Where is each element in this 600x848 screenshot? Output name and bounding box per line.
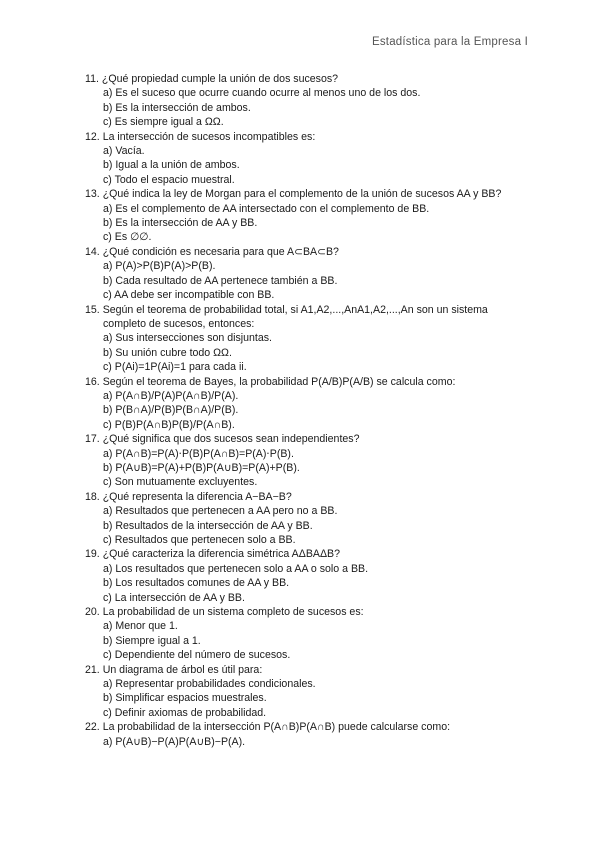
option-c: c) Son mutuamente excluyentes. (103, 476, 258, 489)
option-b: b) Simplificar espacios muestrales. (103, 692, 267, 705)
option-c: c) La intersección de AA y BB. (103, 591, 245, 604)
question-13 (85, 187, 545, 245)
option-b: b) P(B∩A)/P(B)P(B∩A)/P(B). (103, 404, 239, 417)
question-number: 12. (85, 130, 100, 143)
question-list (85, 72, 545, 749)
question-number: 18. (85, 490, 100, 503)
option-c: c) Es siempre igual a ΩΩ. (103, 116, 224, 129)
question-number: 16. (85, 375, 100, 388)
option-a: a) P(A∪B)−P(A)P(A∪B)−P(A). (103, 735, 246, 748)
question-number: 15. (85, 303, 100, 316)
question-text: ¿Qué caracteriza la diferencia simétrica AΔBAΔB? (102, 548, 340, 561)
option-b: b) Igual a la unión de ambos. (103, 159, 240, 172)
question-number: 20. (85, 606, 100, 619)
option-a: a) Representar probabilidades condicionales. (103, 678, 316, 691)
option-c: c) Resultados que pertenecen solo a BB. (103, 534, 296, 546)
option-c: c) Definir axiomas de probabilidad. (103, 706, 267, 719)
option-b: b) Los resultados comunes de AA y BB. (103, 577, 290, 590)
question-text: La probabilidad de la intersección P(A∩B)P(A∩B) puede calcularse como: (102, 721, 451, 734)
question-number: 17. (85, 433, 100, 446)
option-c: c) Todo el espacio muestral. (103, 173, 235, 186)
question-number: 22. (85, 721, 100, 734)
question-text: ¿Qué significa que dos sucesos sean independientes? (102, 433, 360, 446)
question-text: ¿Qué representa la diferencia A−BA−B? (102, 490, 292, 503)
question-text: Según el teorema de probabilidad total, si A1,A2,...,AnA1,A2,...,An son un sistema (102, 303, 488, 316)
question-15 (85, 303, 545, 375)
question-number: 14. (85, 245, 100, 258)
question-text: La probabilidad de un sistema completo de sucesos es: (102, 606, 364, 619)
option-b: b) Es la intersección de AA y BB. (103, 217, 258, 230)
question-21 (85, 663, 545, 721)
question-text: Según el teorema de Bayes, la probabilidad P(A/B)P(A/B) se calcula como: (102, 375, 456, 388)
option-a: a) P(A∩B)/P(A)P(A∩B)/P(A). (103, 389, 239, 402)
question-17 (85, 432, 545, 490)
option-a: a) Sus intersecciones son disjuntas. (103, 332, 272, 345)
question-text: ¿Qué indica la ley de Morgan para el complemento de la unión de sucesos AA y BB? (102, 188, 502, 201)
option-c: c) Dependiente del número de sucesos. (103, 649, 291, 662)
option-a: a) P(A∩B)=P(A)⋅P(B)P(A∩B)=P(A)⋅P(B). (103, 447, 294, 460)
question-number: 21. (85, 663, 100, 676)
question-text-continued: completo de sucesos, entonces: (103, 317, 255, 330)
option-b: b) Su unión cubre todo ΩΩ. (103, 346, 232, 359)
question-number: 19. (85, 548, 100, 561)
option-c: c) P(B)P(A∩B)P(B)/P(A∩B). (103, 418, 235, 431)
option-a: a) Es el suceso que ocurre cuando ocurre al menos uno de los dos. (103, 87, 421, 100)
option-b: b) Es la intersección de ambos. (103, 101, 251, 114)
question-number: 11. (85, 73, 99, 85)
option-c: c) AA debe ser incompatible con BB. (103, 289, 275, 302)
question-11 (85, 72, 545, 130)
question-number: 13. (85, 188, 100, 201)
question-text: La intersección de sucesos incompatibles es: (102, 130, 316, 143)
question-16 (85, 375, 545, 433)
option-b: b) Cada resultado de AA pertenece también a BB. (103, 274, 338, 287)
question-12 (85, 130, 545, 188)
option-b: b) Resultados de la intersección de AA y BB. (103, 519, 313, 532)
page-header-title: Estadística para la Empresa I (371, 36, 528, 48)
option-c: c) Es ∅∅. (103, 231, 152, 244)
question-18 (85, 490, 545, 548)
option-a: a) Vacía. (103, 145, 145, 158)
option-a: a) Resultados que pertenecen a AA pero no a BB. (103, 505, 338, 518)
option-a: a) Es el complemento de AA intersectado con el complemento de BB. (103, 202, 430, 215)
option-b: b) P(A∪B)=P(A)+P(B)P(A∪B)=P(A)+P(B). (103, 461, 300, 474)
option-a: a) Menor que 1. (103, 620, 178, 633)
question-22 (85, 720, 545, 749)
option-b: b) Siempre igual a 1. (103, 634, 201, 647)
option-c: c) P(Ai)=1P(Ai)=1 para cada ii. (103, 361, 247, 374)
option-a: a) P(A)>P(B)P(A)>P(B). (103, 260, 216, 273)
option-a: a) Los resultados que pertenecen solo a AA o solo a BB. (103, 562, 369, 575)
question-text: Un diagrama de árbol es útil para: (102, 663, 263, 676)
question-text: ¿Qué propiedad cumple la unión de dos sucesos? (101, 73, 339, 85)
question-20 (85, 605, 545, 663)
question-19 (85, 547, 545, 605)
question-14 (85, 245, 545, 303)
question-text: ¿Qué condición es necesaria para que A⊂BA⊂B? (102, 245, 339, 258)
